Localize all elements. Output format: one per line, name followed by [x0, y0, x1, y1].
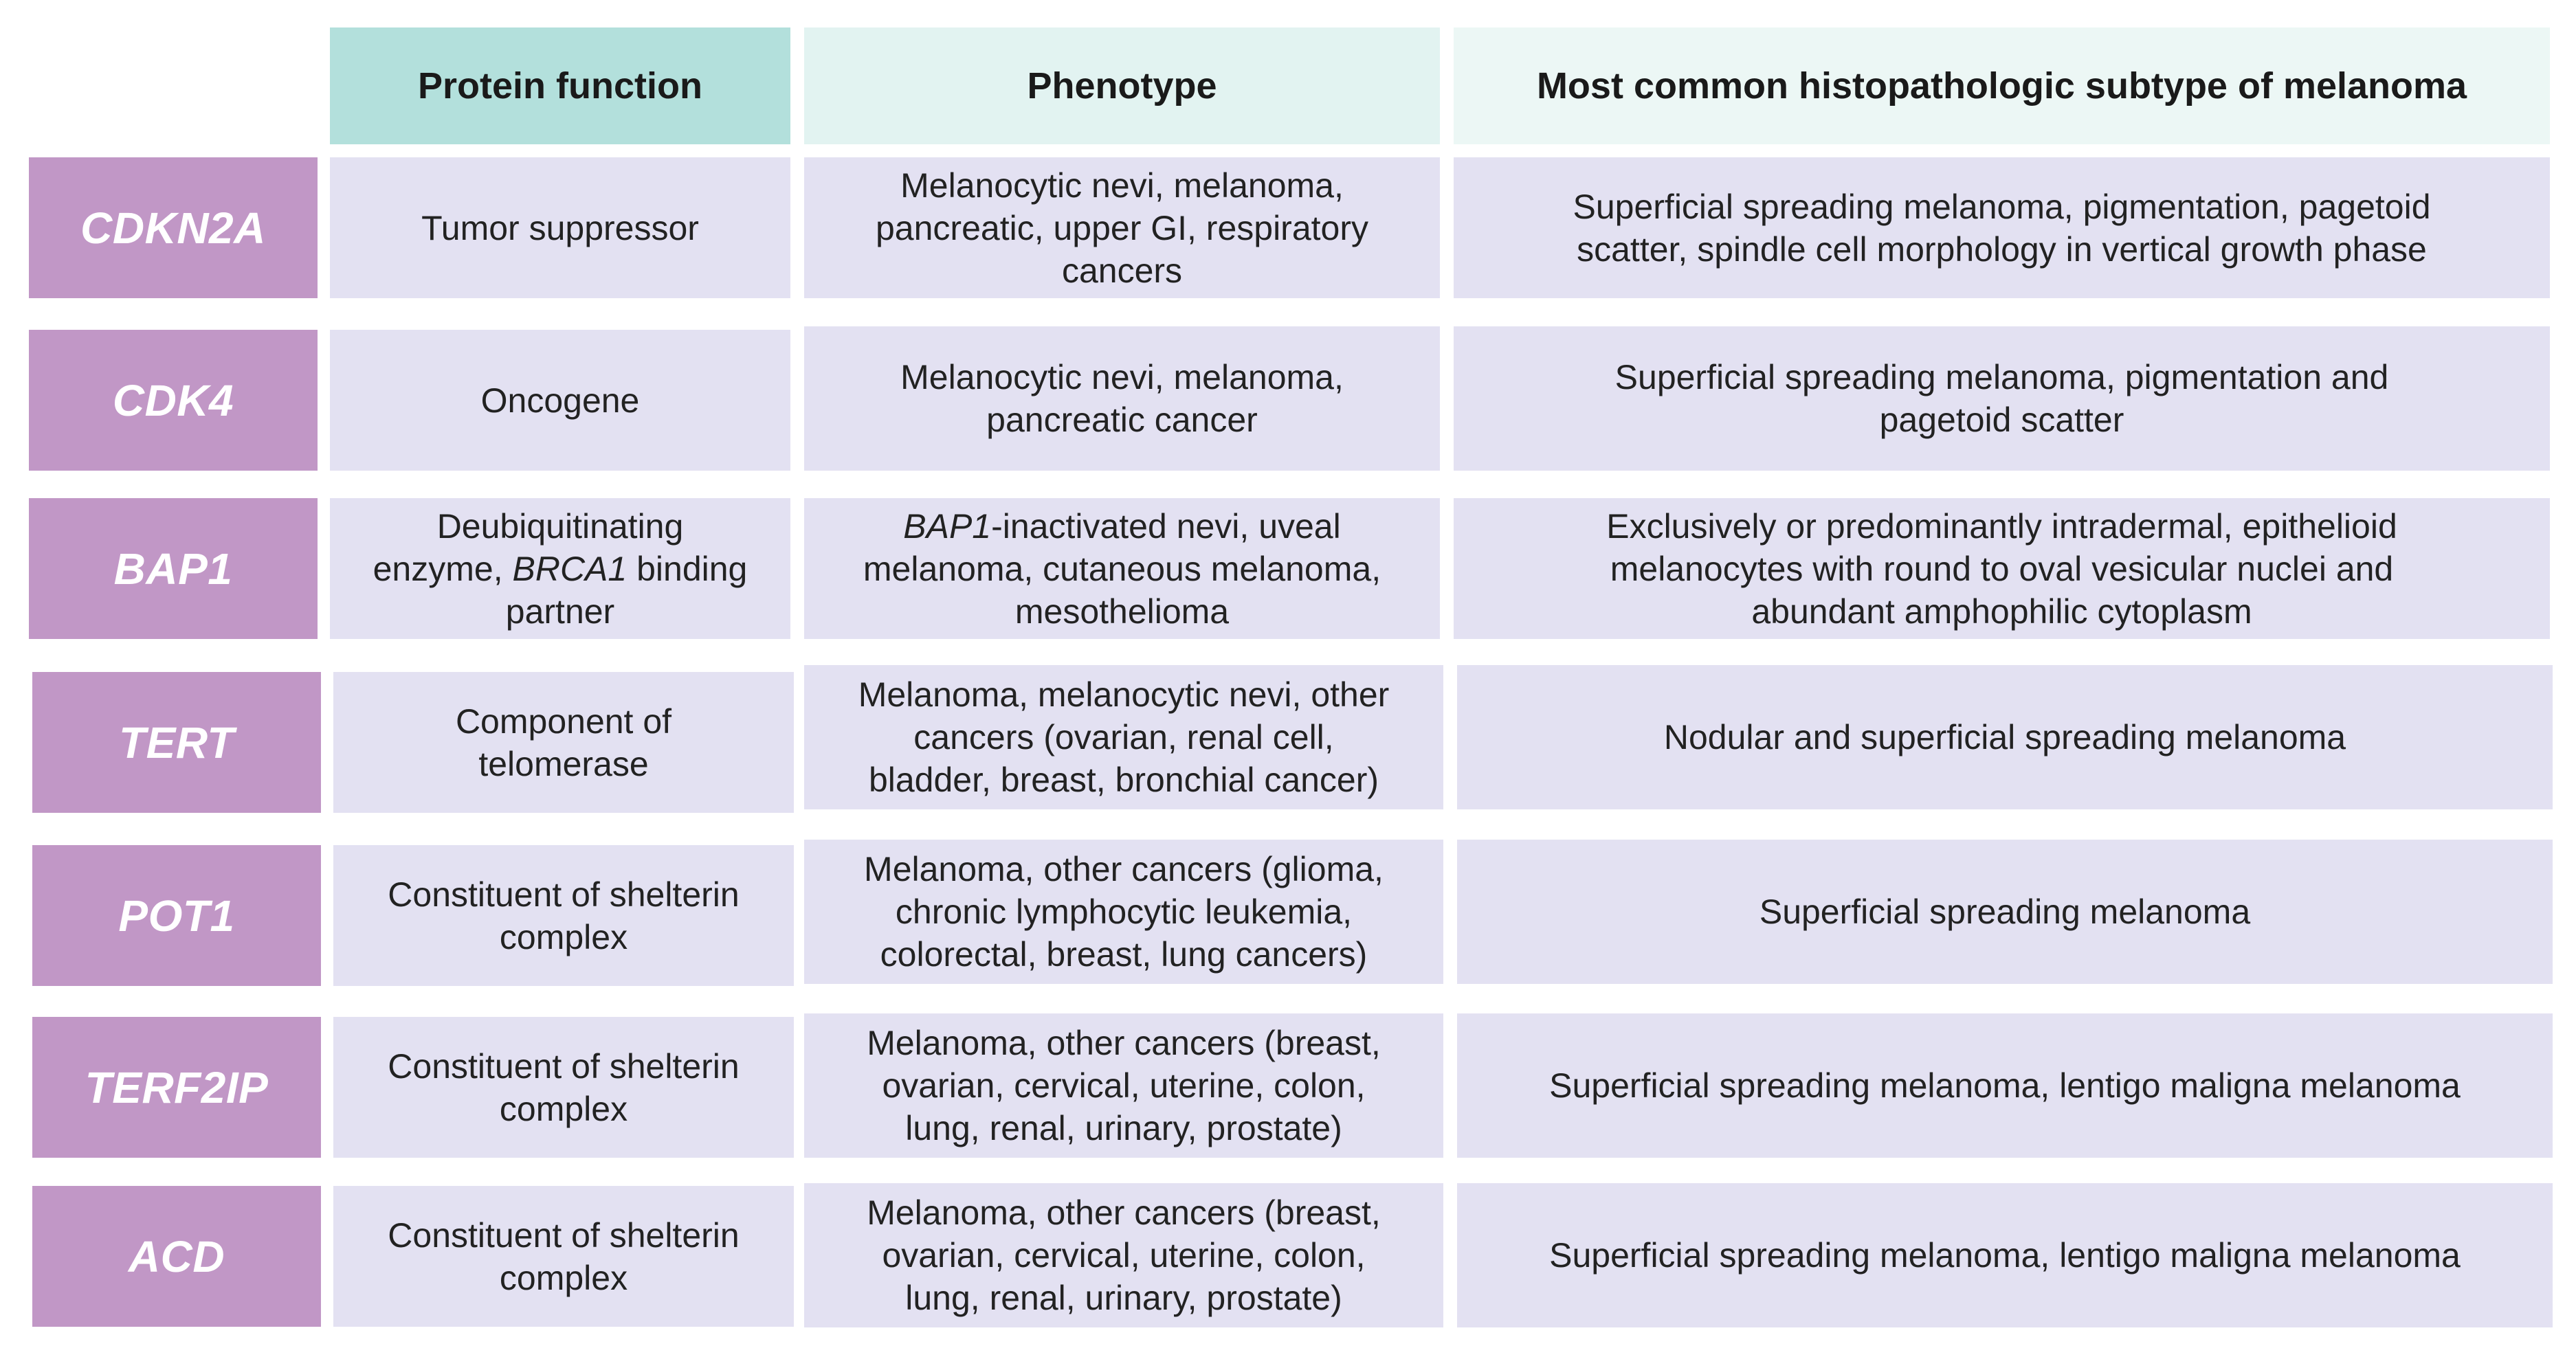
cell-text-line: Constituent of shelterin: [388, 1046, 740, 1086]
cell-text-line: Superficial spreading melanoma, lentigo maligna melanoma: [1549, 1066, 2461, 1105]
cell-text-line: Superficial spreading melanoma: [1759, 893, 2251, 931]
cell-text-line: Melanocytic nevi, melanoma,: [900, 358, 1344, 396]
gene-label-cdk4: CDK4: [29, 330, 318, 471]
cell-subtype-bap1: [1454, 498, 2550, 639]
gene-label-terf2ip: TERF2IP: [32, 1017, 321, 1158]
cell-text-line: Melanoma, other cancers (breast,: [867, 1024, 1381, 1062]
cell-text-line: [863, 505, 1381, 548]
cell-phenotype-terf2ip: [804, 1013, 1443, 1158]
cell-text-line: Nodular and superficial spreading melanoma: [1663, 718, 2346, 756]
cell-text-line: telomerase: [478, 744, 649, 783]
cell-text-line: Oncogene: [480, 381, 640, 420]
cell-text-line: chronic lymphocytic leukemia,: [895, 893, 1353, 931]
cell-text-line: complex: [499, 917, 628, 956]
cell-subtype-cdk4: [1454, 326, 2550, 471]
gene-label-tert: TERT: [32, 672, 321, 813]
cell-text-line: Exclusively or predominantly intradermal, epithelioid: [1606, 506, 2397, 546]
cell-text-line: Superficial spreading melanoma, pigmentation, pagetoid: [1573, 187, 2431, 226]
cell-text-line: cancers: [1061, 251, 1183, 290]
cell-text-line: bladder, breast, bronchial cancer): [868, 761, 1379, 799]
cell-text-line: Superficial spreading melanoma, pigmentation and: [1614, 358, 2389, 396]
cell-text-line: colorectal, breast, lung cancers): [880, 935, 1368, 974]
cell-text-line: Melanocytic nevi, melanoma,: [900, 166, 1344, 205]
cell-text-line: Melanoma, melanocytic nevi, other: [858, 675, 1390, 714]
cell-text-line: cancers (ovarian, renal cell,: [913, 718, 1334, 756]
cell-text-line: pancreatic cancer: [986, 401, 1258, 439]
cell-phenotype-tert: [804, 665, 1443, 809]
cell-text-line: Component of: [455, 702, 672, 741]
cell-function-cdk4: [330, 330, 790, 471]
cell-function-cdkn2a: [330, 157, 790, 298]
cell-text-line: complex: [499, 1258, 628, 1297]
cell-text-line: mesothelioma: [1014, 592, 1230, 631]
cell-phenotype-cdk4: [804, 326, 1440, 471]
cell-text-fragment: -inactivated nevi, uveal: [991, 506, 1341, 546]
cell-text-line: Melanoma, other cancers (breast,: [867, 1193, 1381, 1232]
cell-text-line: Constituent of shelterin: [388, 1215, 740, 1255]
gene-label-cdkn2a: CDKN2A: [29, 157, 318, 298]
gene-italic-text: BAP1: [903, 506, 992, 546]
cell-function-pot1: [333, 845, 794, 986]
cell-text-fragment: binding: [627, 549, 748, 588]
cell-function-bap1: [330, 498, 790, 639]
cell-subtype-cdkn2a: [1454, 157, 2550, 298]
header-protein-function: Protein function: [330, 27, 790, 144]
cell-subtype-pot1: [1457, 840, 2553, 984]
cell-text-line: lung, renal, urinary, prostate): [905, 1279, 1342, 1317]
cell-text-line: ovarian, cervical, uterine, colon,: [882, 1236, 1366, 1275]
cell-subtype-terf2ip: [1457, 1013, 2553, 1158]
gene-label-acd: ACD: [32, 1186, 321, 1327]
gene-label-bap1: BAP1: [29, 498, 318, 639]
cell-text-line: Superficial spreading melanoma, lentigo maligna melanoma: [1549, 1236, 2461, 1275]
cell-text-line: abundant amphophilic cytoplasm: [1751, 592, 2252, 631]
cell-phenotype-cdkn2a: [804, 157, 1440, 298]
cell-text-fragment: enzyme,: [373, 549, 513, 588]
cell-text-line: pancreatic, upper GI, respiratory: [876, 208, 1368, 247]
cell-function-acd: [333, 1186, 794, 1327]
cell-phenotype-pot1: [804, 840, 1443, 984]
cell-text-line: melanocytes with round to oval vesicular nuclei and: [1610, 549, 2394, 588]
gene-label-pot1: POT1: [32, 845, 321, 986]
cell-phenotype-acd: [804, 1183, 1443, 1327]
cell-text-line: complex: [499, 1089, 628, 1128]
cell-text-line: Tumor suppressor: [421, 208, 699, 247]
cell-function-tert: [333, 672, 794, 813]
cell-text-line: ovarian, cervical, uterine, colon,: [882, 1066, 1366, 1105]
cell-text-line: lung, renal, urinary, prostate): [905, 1109, 1342, 1147]
gene-italic-text: BRCA1: [512, 549, 628, 588]
header-phenotype: Phenotype: [804, 27, 1440, 144]
cell-phenotype-bap1: [804, 498, 1440, 639]
header-subtype: Most common histopathologic subtype of melanoma: [1454, 27, 2550, 144]
cell-subtype-acd: [1457, 1183, 2553, 1327]
cell-text-line: pagetoid scatter: [1879, 401, 2124, 439]
cell-text-line: partner: [505, 592, 615, 631]
cell-text-line: Melanoma, other cancers (glioma,: [864, 850, 1384, 888]
cell-subtype-tert: [1457, 665, 2553, 809]
cell-text-line: Deubiquitinating: [436, 506, 684, 546]
cell-text-line: melanoma, cutaneous melanoma,: [863, 549, 1381, 588]
cell-text-line: scatter, spindle cell morphology in vertical growth phase: [1577, 229, 2427, 269]
cell-function-terf2ip: [333, 1017, 794, 1158]
cell-text-line: Constituent of shelterin: [388, 875, 740, 914]
cell-text-line: [373, 548, 748, 590]
